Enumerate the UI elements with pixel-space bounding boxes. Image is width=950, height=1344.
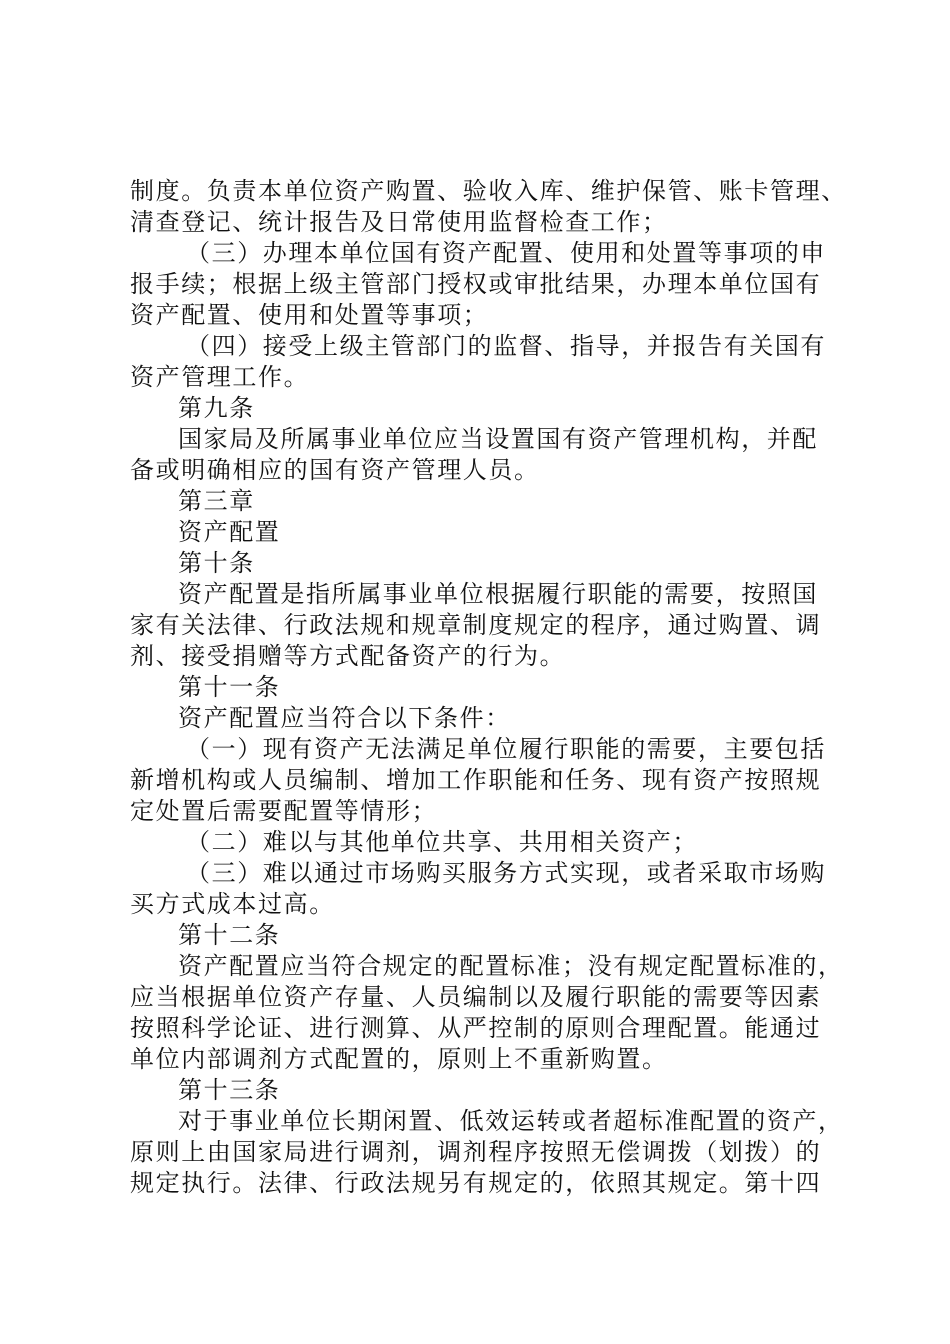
text-line: 按照科学论证、进行测算、从严控制的原则合理配置。能通过	[130, 1014, 822, 1042]
text-line: 资产管理工作。	[130, 363, 310, 391]
text-line: 第三章	[178, 487, 255, 515]
text-line: 资产配置	[178, 518, 281, 546]
text-line: 资产配置是指所属事业单位根据履行职能的需要，按照国	[178, 580, 818, 608]
text-line: 新增机构或人员编制、增加工作职能和任务、现有资产按照规	[130, 766, 822, 794]
text-line: 国家局及所属事业单位应当设置国有资产管理机构，并配	[178, 425, 818, 453]
text-line: 制度。负责本单位资产购置、验收入库、维护保管、账卡管理、	[130, 177, 847, 205]
text-line: 单位内部调剂方式配置的，原则上不重新购置。	[130, 1045, 668, 1073]
text-line: 清查登记、统计报告及日常使用监督检查工作；	[130, 208, 668, 236]
text-line: 规定执行。法律、行政法规另有规定的，依照其规定。第十四	[130, 1169, 822, 1197]
text-line: 资产配置、使用和处置等事项；	[130, 301, 489, 329]
text-line: （三）难以通过市场购买服务方式实现，或者采取市场购	[186, 859, 826, 887]
text-line: 第十一条	[178, 673, 281, 701]
text-line: 第十二条	[178, 921, 281, 949]
text-line: 第九条	[178, 394, 255, 422]
text-line: 原则上由国家局进行调剂，调剂程序按照无偿调拨（划拨）的	[130, 1138, 822, 1166]
document-body	[130, 176, 850, 1199]
text-line: 第十三条	[178, 1076, 281, 1104]
text-line: 买方式成本过高。	[130, 890, 335, 918]
text-line: 对于事业单位长期闲置、低效运转或者超标准配置的资产，	[178, 1107, 844, 1135]
text-line: （三）办理本单位国有资产配置、使用和处置等事项的申	[186, 239, 826, 267]
text-line: 第十条	[178, 549, 255, 577]
text-line: 定处置后需要配置等情形；	[130, 797, 438, 825]
text-line: 资产配置应当符合以下条件：	[178, 704, 511, 732]
text-line: （四）接受上级主管部门的监督、指导，并报告有关国有	[186, 332, 826, 360]
text-line: 备或明确相应的国有资产管理人员。	[130, 456, 540, 484]
text-line: 应当根据单位资产存量、人员编制以及履行职能的需要等因素	[130, 983, 822, 1011]
text-line: （二）难以与其他单位共享、共用相关资产；	[186, 828, 698, 856]
text-line: 家有关法律、行政法规和规章制度规定的程序，通过购置、调	[130, 611, 822, 639]
text-line: 资产配置应当符合规定的配置标准；没有规定配置标准的，	[178, 952, 844, 980]
text-line: （一）现有资产无法满足单位履行职能的需要，主要包括	[186, 735, 826, 763]
text-line: 剂、接受捐赠等方式配备资产的行为。	[130, 642, 566, 670]
text-line: 报手续；根据上级主管部门授权或审批结果，办理本单位国有	[130, 270, 822, 298]
